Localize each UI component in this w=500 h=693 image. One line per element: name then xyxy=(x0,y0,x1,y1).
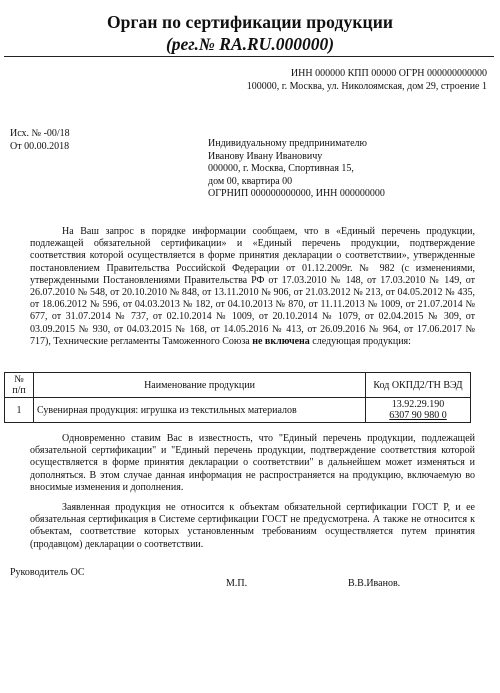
body-text: следующая продукция: xyxy=(312,335,411,347)
products-table xyxy=(4,372,471,423)
recipient-line: дом 00, квартира 00 xyxy=(208,176,293,187)
signatory-name: В.В.Иванов. xyxy=(348,578,401,589)
body-paragraph-3 xyxy=(30,502,475,551)
body-bold-text: не включена xyxy=(252,335,310,347)
body-paragraph-2 xyxy=(30,433,475,494)
table-row xyxy=(5,398,471,423)
organization-inn: ИНН 000000 КПП 00000 ОГРН 000000000000 xyxy=(290,68,487,79)
body-text: Заявленная продукция не относится к объектам обязательной сертификации ГОСТ Р, и ее обязательная сертификация в Системе сертификации ГОСТ не предусмотрена. А также не относится к объектам, соответствие которых установленным требованиям осуществляется путем принятия (продавцом) декларации о соответствии. xyxy=(30,502,475,550)
header-cell-code: Код ОКПД2/ТН ВЭД xyxy=(366,373,471,398)
signatory-title: Руководитель ОС xyxy=(10,567,85,578)
recipient-line: ОГРНИП 000000000000, ИНН 000000000 xyxy=(208,188,385,199)
code-tnved: 6307 90 980 0 xyxy=(389,410,447,421)
outgoing-number: Исх. № -00/18 xyxy=(10,128,70,139)
code-okpd2: 13.92.29.190 xyxy=(391,399,445,410)
cell-num: 1 xyxy=(5,398,34,423)
recipient-line: 000000, г. Москва, Спортивная 15, xyxy=(208,163,354,174)
body-text: На Ваш запрос в порядке информации сообщаем, что в «Единый перечень продукции, подлежащей обязательной сертификации» и «Единый перечень продукции, подтверждение соответствия которой осуществляется в форме принятия декларации о соответствии», утвержденные постановлением Правительства Российской Федерации от 01.12.2009г. № 982 (с изменениями, утвержденными Постановлениями Правительства РФ от 17.03.2010 № 148, от 17.03.2010 № 149, от 26.07.2010 № 548, от 20.10.2010 № 848, от 13.11.2010 № 906, от 21.03.2012 № 213, от 04.05.2012 № 435, от 18.06.2012 № 596, от 04.03.2013 № 182, от 04.10.2013 № 870, от 11.11.2013 № 1009, от 21.07.2014 № 677, от 31.07.2014 № 737, от 02.10.2014 № 1009, от 20.10.2014 № 1079, от 02.04.2015 № 309, от 03.09.2015 № 930, от 04.03.2015 № 168, от 14.05.2016 № 413, от 26.09.2016 № 964, от 17.06.2017 № 717), Технические регламенты Таможенного Союза xyxy=(30,226,475,347)
registration-number: (рег.№ RA.RU.000000) xyxy=(165,34,335,54)
header-num-line: п/п xyxy=(12,385,26,396)
header-divider xyxy=(4,56,494,57)
body-paragraph-1 xyxy=(30,226,475,348)
cell-name: Сувенирная продукция: игрушка из текстильных материалов xyxy=(34,398,366,423)
body-text: Одновременно ставим Вас в известность, что "Единый перечень продукции, подлежащей обязательной сертификации" и "Единый перечень продукции, подтверждение соответствия которой осуществляется в форме принятия декларации о соответствии" в дальнейшем может изменяться и дополняться. В этом случае данная информация не распространяется на продукцию, включаемую во вносимые изменения и дополнения. xyxy=(30,433,475,493)
recipient-line: Индивидуальному предпринимателю xyxy=(208,138,367,149)
recipient-line: Иванову Ивану Ивановичу xyxy=(208,151,323,162)
organization-address: 100000, г. Москва, ул. Николоямская, дом 29, строение 1 xyxy=(246,81,487,92)
seal-place: М.П. xyxy=(226,578,248,589)
header-num-line: № xyxy=(14,374,24,385)
header-cell-num xyxy=(5,373,34,398)
cell-code xyxy=(366,398,471,423)
outgoing-date: От 00.00.2018 xyxy=(10,141,70,152)
organization-title: Орган по сертификации продукции xyxy=(106,12,394,32)
table-header-row xyxy=(5,373,471,398)
header-cell-name: Наименование продукции xyxy=(34,373,366,398)
